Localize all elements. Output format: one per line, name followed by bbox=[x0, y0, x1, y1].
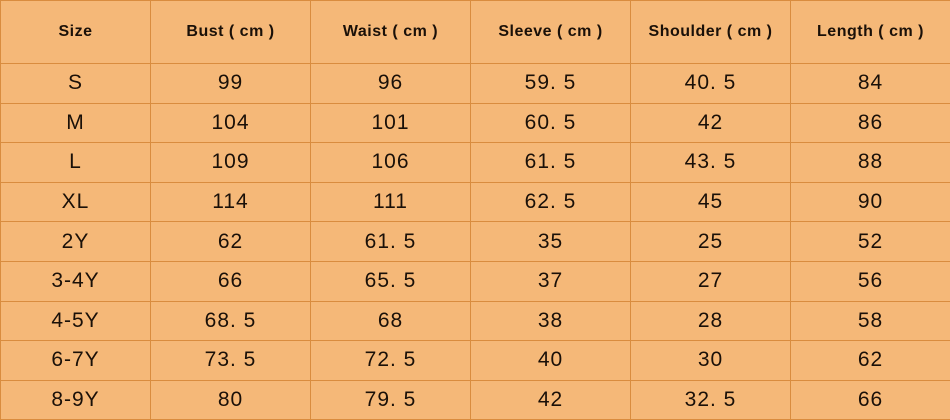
column-header-length: Length ( cm ) bbox=[791, 1, 950, 64]
cell-waist: 68 bbox=[311, 301, 471, 341]
cell-length: 52 bbox=[791, 222, 950, 262]
column-header-shoulder: Shoulder ( cm ) bbox=[631, 1, 791, 64]
cell-size: 3-4Y bbox=[1, 261, 151, 301]
cell-sleeve: 61. 5 bbox=[471, 143, 631, 183]
table-row bbox=[1, 222, 950, 262]
cell-waist: 72. 5 bbox=[311, 341, 471, 381]
cell-size: L bbox=[1, 143, 151, 183]
table-row bbox=[1, 143, 950, 183]
table-row bbox=[1, 182, 950, 222]
cell-waist: 79. 5 bbox=[311, 380, 471, 420]
cell-waist: 101 bbox=[311, 103, 471, 143]
cell-length: 58 bbox=[791, 301, 950, 341]
cell-sleeve: 40 bbox=[471, 341, 631, 381]
cell-length: 88 bbox=[791, 143, 950, 183]
table-header-row bbox=[1, 1, 950, 64]
table-row bbox=[1, 64, 950, 104]
cell-length: 62 bbox=[791, 341, 950, 381]
cell-shoulder: 27 bbox=[631, 261, 791, 301]
cell-bust: 114 bbox=[151, 182, 311, 222]
table-row bbox=[1, 301, 950, 341]
cell-sleeve: 59. 5 bbox=[471, 64, 631, 104]
cell-bust: 80 bbox=[151, 380, 311, 420]
cell-shoulder: 40. 5 bbox=[631, 64, 791, 104]
cell-length: 56 bbox=[791, 261, 950, 301]
cell-length: 66 bbox=[791, 380, 950, 420]
cell-shoulder: 25 bbox=[631, 222, 791, 262]
table-row bbox=[1, 103, 950, 143]
cell-sleeve: 60. 5 bbox=[471, 103, 631, 143]
cell-bust: 66 bbox=[151, 261, 311, 301]
cell-sleeve: 42 bbox=[471, 380, 631, 420]
column-header-bust: Bust ( cm ) bbox=[151, 1, 311, 64]
cell-size: XL bbox=[1, 182, 151, 222]
cell-size: S bbox=[1, 64, 151, 104]
cell-waist: 106 bbox=[311, 143, 471, 183]
cell-size: 8-9Y bbox=[1, 380, 151, 420]
cell-length: 90 bbox=[791, 182, 950, 222]
cell-shoulder: 43. 5 bbox=[631, 143, 791, 183]
table-row bbox=[1, 341, 950, 381]
cell-waist: 61. 5 bbox=[311, 222, 471, 262]
table-row bbox=[1, 380, 950, 420]
table-body bbox=[1, 64, 950, 420]
cell-waist: 96 bbox=[311, 64, 471, 104]
cell-sleeve: 38 bbox=[471, 301, 631, 341]
cell-size: 2Y bbox=[1, 222, 151, 262]
cell-size: 6-7Y bbox=[1, 341, 151, 381]
table-row bbox=[1, 261, 950, 301]
cell-bust: 68. 5 bbox=[151, 301, 311, 341]
cell-bust: 99 bbox=[151, 64, 311, 104]
cell-size: M bbox=[1, 103, 151, 143]
cell-bust: 104 bbox=[151, 103, 311, 143]
column-header-sleeve: Sleeve ( cm ) bbox=[471, 1, 631, 64]
cell-shoulder: 42 bbox=[631, 103, 791, 143]
column-header-size: Size bbox=[1, 1, 151, 64]
cell-sleeve: 35 bbox=[471, 222, 631, 262]
cell-length: 86 bbox=[791, 103, 950, 143]
cell-bust: 109 bbox=[151, 143, 311, 183]
cell-waist: 111 bbox=[311, 182, 471, 222]
column-header-waist: Waist ( cm ) bbox=[311, 1, 471, 64]
cell-sleeve: 62. 5 bbox=[471, 182, 631, 222]
cell-waist: 65. 5 bbox=[311, 261, 471, 301]
cell-length: 84 bbox=[791, 64, 950, 104]
cell-sleeve: 37 bbox=[471, 261, 631, 301]
table-header bbox=[1, 1, 950, 64]
cell-shoulder: 45 bbox=[631, 182, 791, 222]
cell-size: 4-5Y bbox=[1, 301, 151, 341]
cell-bust: 62 bbox=[151, 222, 311, 262]
cell-bust: 73. 5 bbox=[151, 341, 311, 381]
cell-shoulder: 32. 5 bbox=[631, 380, 791, 420]
cell-shoulder: 28 bbox=[631, 301, 791, 341]
cell-shoulder: 30 bbox=[631, 341, 791, 381]
